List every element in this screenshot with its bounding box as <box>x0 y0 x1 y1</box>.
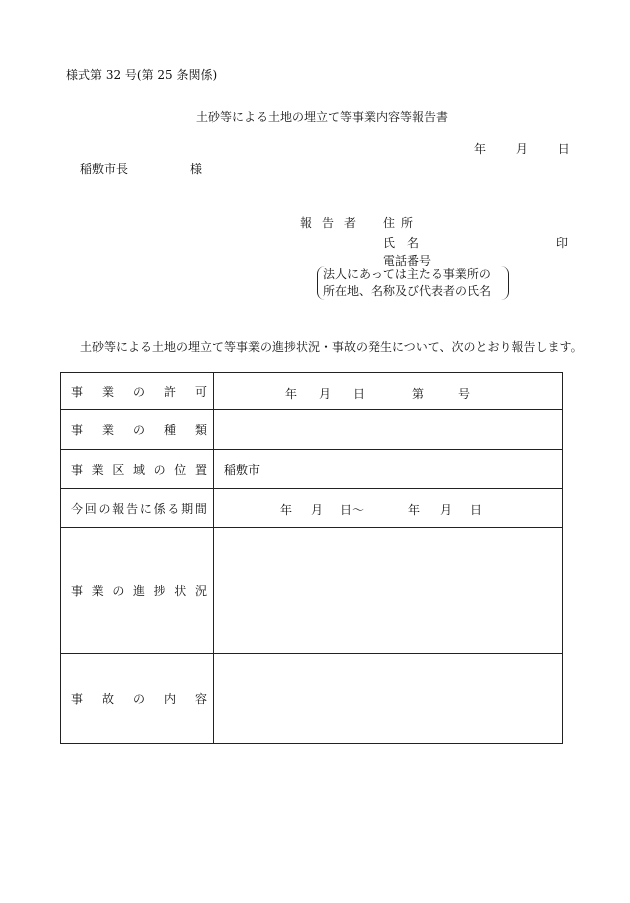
document-title: 土砂等による土地の埋立て等事業内容等報告書 <box>196 110 449 124</box>
progress-label <box>61 528 214 654</box>
label-char: 期 <box>181 501 194 516</box>
label-char: 業 <box>101 384 114 399</box>
permit-year: 年 <box>285 387 298 401</box>
label-char: 区 <box>112 462 125 477</box>
label-char: の <box>132 384 145 399</box>
type-row <box>61 410 563 450</box>
addressee-name: 稲敷市長 <box>80 162 129 176</box>
label-char: 回 <box>84 501 97 516</box>
location-row <box>61 450 563 489</box>
period-from-month: 月 <box>311 503 324 517</box>
report-table <box>60 372 563 744</box>
report-date <box>474 140 570 157</box>
permit-value[interactable] <box>214 373 563 410</box>
form-number: 様式第 32 号(第 25 条関係) <box>66 68 218 82</box>
period-to-day: 日 <box>470 503 483 517</box>
period-row <box>61 489 563 528</box>
label-char: る <box>167 501 180 516</box>
permit-label <box>61 373 214 410</box>
date-year: 年 <box>474 142 487 156</box>
accident-label <box>61 654 214 744</box>
accident-value[interactable] <box>214 654 563 744</box>
permit-number-suffix: 号 <box>458 387 471 401</box>
seal-mark: 印 <box>556 236 569 250</box>
permit-row <box>61 373 563 410</box>
reporter-address-label: 住所 <box>383 216 420 230</box>
type-value[interactable] <box>214 410 563 450</box>
label-char: 間 <box>194 501 207 516</box>
label-char: 可 <box>194 384 207 399</box>
label-char: 事 <box>71 384 84 399</box>
label-char: の <box>132 692 145 706</box>
label-char: 位 <box>174 462 187 477</box>
label-char: 報 <box>112 501 125 516</box>
label-char: 進 <box>132 584 145 598</box>
permit-number-prefix: 第 <box>412 387 425 401</box>
corporation-note-line1: 法人にあっては主たる事業所の <box>323 267 491 281</box>
label-char: 事 <box>71 423 84 437</box>
label-char: の <box>98 501 111 516</box>
label-char: の <box>112 584 125 598</box>
addressee-honorific: 様 <box>190 162 203 176</box>
label-char: の <box>153 462 166 477</box>
corporation-note <box>317 266 509 300</box>
label-char: 業 <box>91 462 104 477</box>
reporter-label: 報告者 <box>300 216 367 230</box>
period-from-day: 日〜 <box>340 503 365 517</box>
label-char: 捗 <box>153 584 166 598</box>
period-from-year: 年 <box>280 503 293 517</box>
label-char: 事 <box>71 692 84 706</box>
addressee <box>80 160 202 177</box>
permit-day: 日 <box>353 387 366 401</box>
label-char: 容 <box>194 692 207 706</box>
label-char: 告 <box>126 501 139 516</box>
date-day: 日 <box>557 142 570 156</box>
type-label <box>61 410 214 450</box>
label-char: 種 <box>163 423 176 437</box>
progress-value[interactable] <box>214 528 563 654</box>
label-char: 許 <box>163 384 176 399</box>
period-to-year: 年 <box>408 503 421 517</box>
label-char: 事 <box>71 584 84 598</box>
date-month: 月 <box>515 142 528 156</box>
label-char: 故 <box>101 692 114 706</box>
corporation-note-line2: 所在地、名称及び代表者の氏名 <box>323 284 492 298</box>
label-char: 域 <box>132 462 145 477</box>
reporter-phone-label: 電話番号 <box>383 254 432 268</box>
progress-row <box>61 528 563 654</box>
location-label <box>61 450 214 489</box>
label-char: 状 <box>174 584 187 598</box>
reporter-name-label: 氏名 <box>383 236 432 250</box>
label-char: 事 <box>71 462 84 477</box>
period-to-month: 月 <box>440 503 453 517</box>
location-value[interactable]: 稲敷市 <box>214 450 563 489</box>
label-char: 況 <box>194 584 207 598</box>
label-char: 業 <box>101 423 114 437</box>
label-char: の <box>132 423 145 437</box>
accident-row <box>61 654 563 744</box>
label-char: に <box>139 501 152 516</box>
intro-text: 土砂等による土地の埋立て等事業の進捗状況・事故の発生について、次のとおり報告します。 <box>80 340 583 354</box>
label-char: 今 <box>71 501 84 516</box>
permit-month: 月 <box>319 387 332 401</box>
label-char: 内 <box>163 692 176 706</box>
label-char: 業 <box>91 584 104 598</box>
period-label <box>61 489 214 528</box>
label-char: 置 <box>194 462 207 477</box>
period-value[interactable] <box>214 489 563 528</box>
label-char: 係 <box>153 501 166 516</box>
label-char: 類 <box>194 423 207 437</box>
